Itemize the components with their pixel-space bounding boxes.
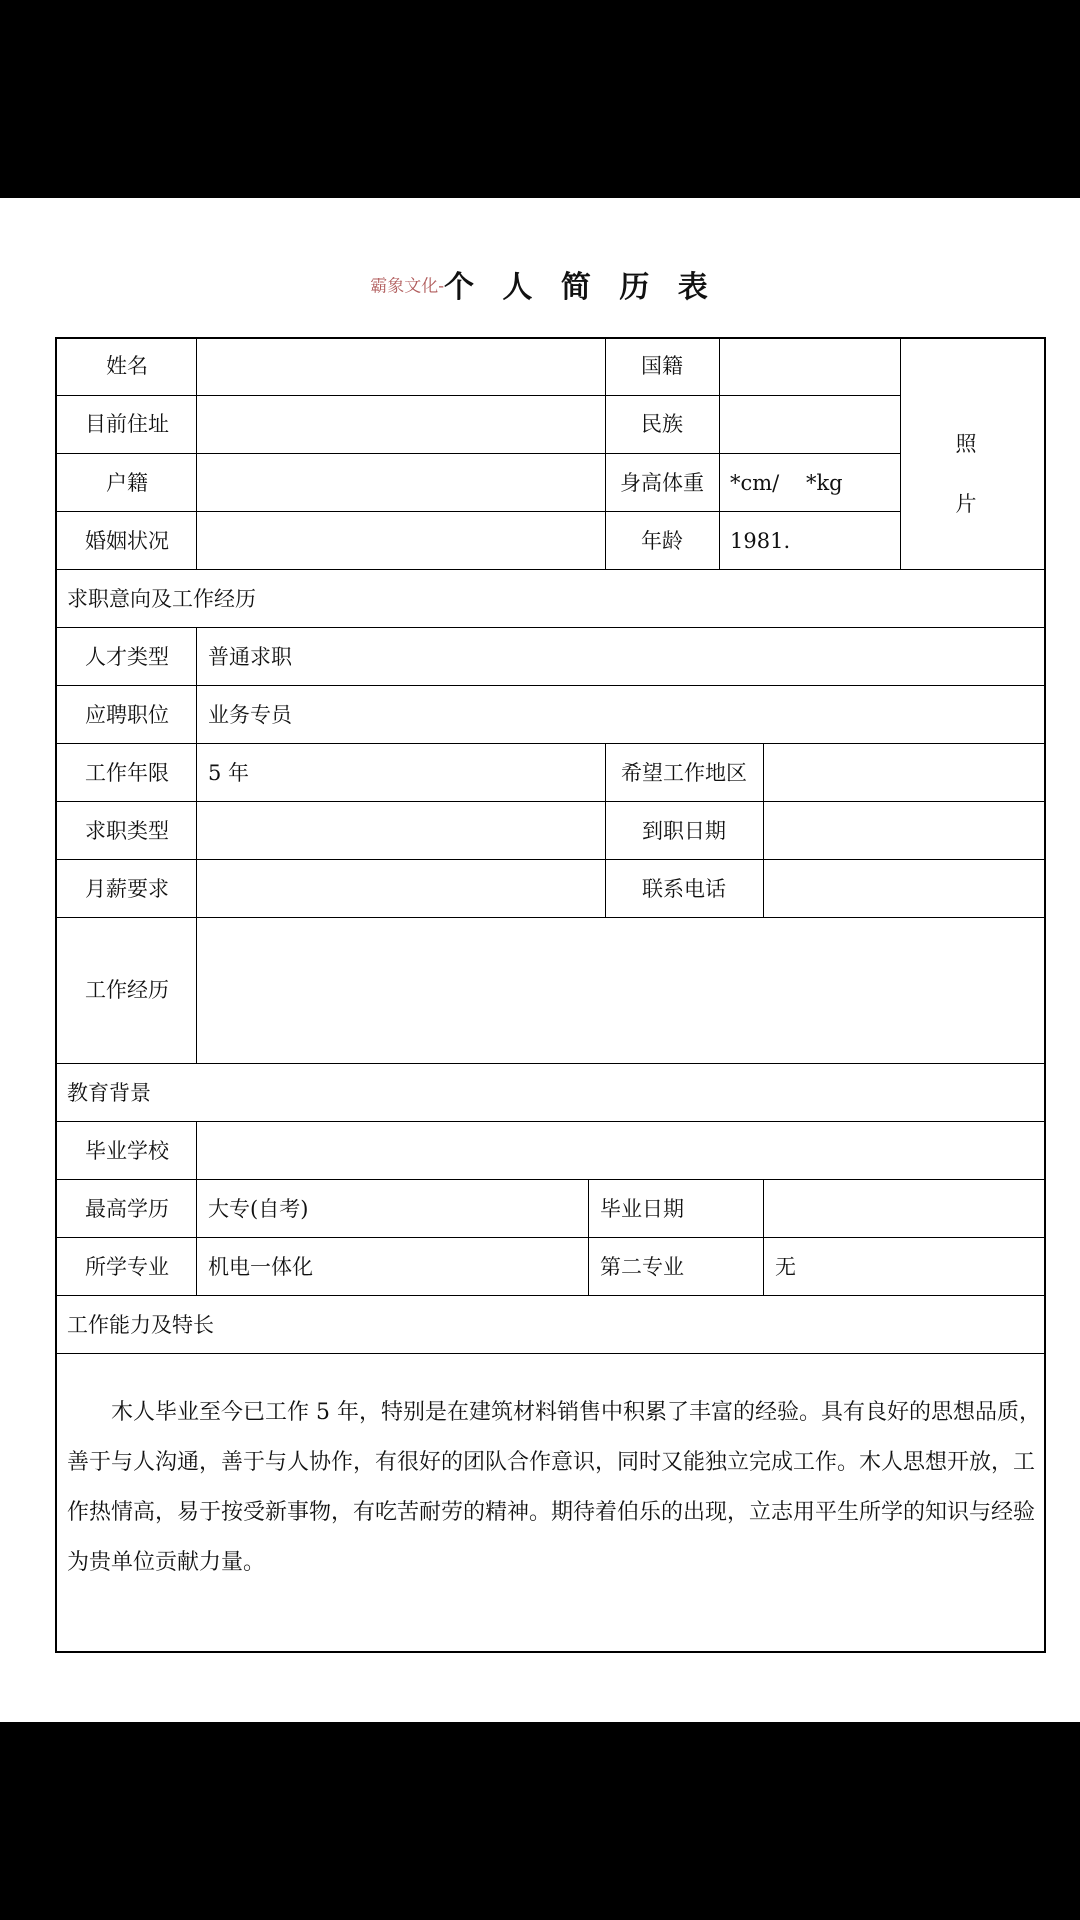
grid-line bbox=[56, 1063, 1044, 1064]
education-section-title: 教育背景 bbox=[67, 1081, 151, 1105]
grid-line bbox=[588, 1179, 589, 1295]
grid-line bbox=[56, 395, 901, 396]
nationality-label: 国籍 bbox=[641, 354, 683, 378]
talent-type-value: 普通求职 bbox=[208, 645, 292, 669]
grid-line bbox=[196, 627, 197, 1063]
grid-line bbox=[605, 743, 606, 917]
skills-description: 木人毕业至今已工作 5 年，特别是在建筑材料销售中积累了丰富的经验。具有良好的思想品质，善于与人沟通，善于与人协作，有很好的团队合作意识，同时又能独立完成工作。木人思想开放，工作热情高，易于按受新事物，有吃苦耐劳的精神。期待着伯乐的出现，立志用平生所学的知识与经验为贵单位贡献力量。 bbox=[67, 1400, 1041, 1575]
work-experience-label: 工作经历 bbox=[85, 978, 169, 1002]
brand-watermark: 霸象文化- bbox=[370, 276, 444, 297]
position-label: 应聘职位 bbox=[85, 703, 169, 727]
ethnicity-label: 民族 bbox=[641, 412, 683, 436]
second-major-value: 无 bbox=[775, 1255, 796, 1279]
grid-line bbox=[56, 685, 1044, 686]
bottom-black-bar bbox=[0, 1722, 1080, 1920]
preferred-location-label: 希望工作地区 bbox=[621, 761, 747, 785]
second-major-label: 第二专业 bbox=[600, 1255, 684, 1279]
talent-type-label: 人才类型 bbox=[85, 645, 169, 669]
grid-line bbox=[900, 339, 901, 569]
age-label: 年龄 bbox=[641, 529, 683, 553]
page-title bbox=[0, 262, 1080, 306]
degree-value: 大专(自考) bbox=[208, 1197, 309, 1221]
skills-section-title: 工作能力及特长 bbox=[67, 1313, 214, 1337]
grid-line bbox=[56, 627, 1044, 628]
major-label: 所学专业 bbox=[85, 1255, 169, 1279]
phone-label: 联系电话 bbox=[642, 877, 726, 901]
school-label: 毕业学校 bbox=[85, 1139, 169, 1163]
job-section-title: 求职意向及工作经历 bbox=[67, 587, 256, 611]
major-value: 机电一体化 bbox=[208, 1255, 313, 1279]
grid-line bbox=[763, 743, 764, 917]
job-type-label: 求职类型 bbox=[85, 819, 169, 843]
grid-line bbox=[56, 569, 1044, 570]
start-date-label: 到职日期 bbox=[642, 819, 726, 843]
grid-line bbox=[56, 801, 1044, 802]
height-weight-value: *cm/ *kg bbox=[730, 471, 843, 495]
position-value: 业务专员 bbox=[208, 703, 292, 727]
grid-line bbox=[56, 1121, 1044, 1122]
graduation-date-label: 毕业日期 bbox=[600, 1197, 684, 1221]
grid-line bbox=[763, 1179, 764, 1295]
grid-line bbox=[196, 339, 197, 569]
grid-line bbox=[56, 1179, 1044, 1180]
grid-line bbox=[56, 453, 901, 454]
marital-status-label: 婚姻状况 bbox=[85, 529, 169, 553]
grid-line bbox=[56, 917, 1044, 918]
photo-label-top: 照 bbox=[955, 432, 977, 456]
name-label: 姓名 bbox=[106, 354, 148, 378]
grid-line bbox=[196, 1121, 197, 1295]
grid-line bbox=[56, 1295, 1044, 1296]
height-weight-label: 身高体重 bbox=[620, 471, 704, 495]
photo-label-bottom: 片 bbox=[955, 492, 977, 516]
grid-line bbox=[605, 339, 606, 569]
address-label: 目前住址 bbox=[85, 412, 169, 436]
hukou-label: 户籍 bbox=[106, 471, 148, 495]
work-years-value: 5 年 bbox=[208, 761, 250, 785]
title-text: 个 人 简 历 表 bbox=[443, 270, 710, 305]
top-black-bar bbox=[0, 0, 1080, 198]
salary-label: 月薪要求 bbox=[85, 877, 169, 901]
grid-line bbox=[56, 743, 1044, 744]
grid-line bbox=[56, 511, 901, 512]
age-value: 1981. bbox=[730, 529, 791, 553]
grid-line bbox=[56, 1353, 1044, 1354]
work-years-label: 工作年限 bbox=[85, 761, 169, 785]
grid-line bbox=[56, 1237, 1044, 1238]
grid-line bbox=[56, 859, 1044, 860]
grid-line bbox=[719, 339, 720, 569]
degree-label: 最高学历 bbox=[85, 1197, 169, 1221]
